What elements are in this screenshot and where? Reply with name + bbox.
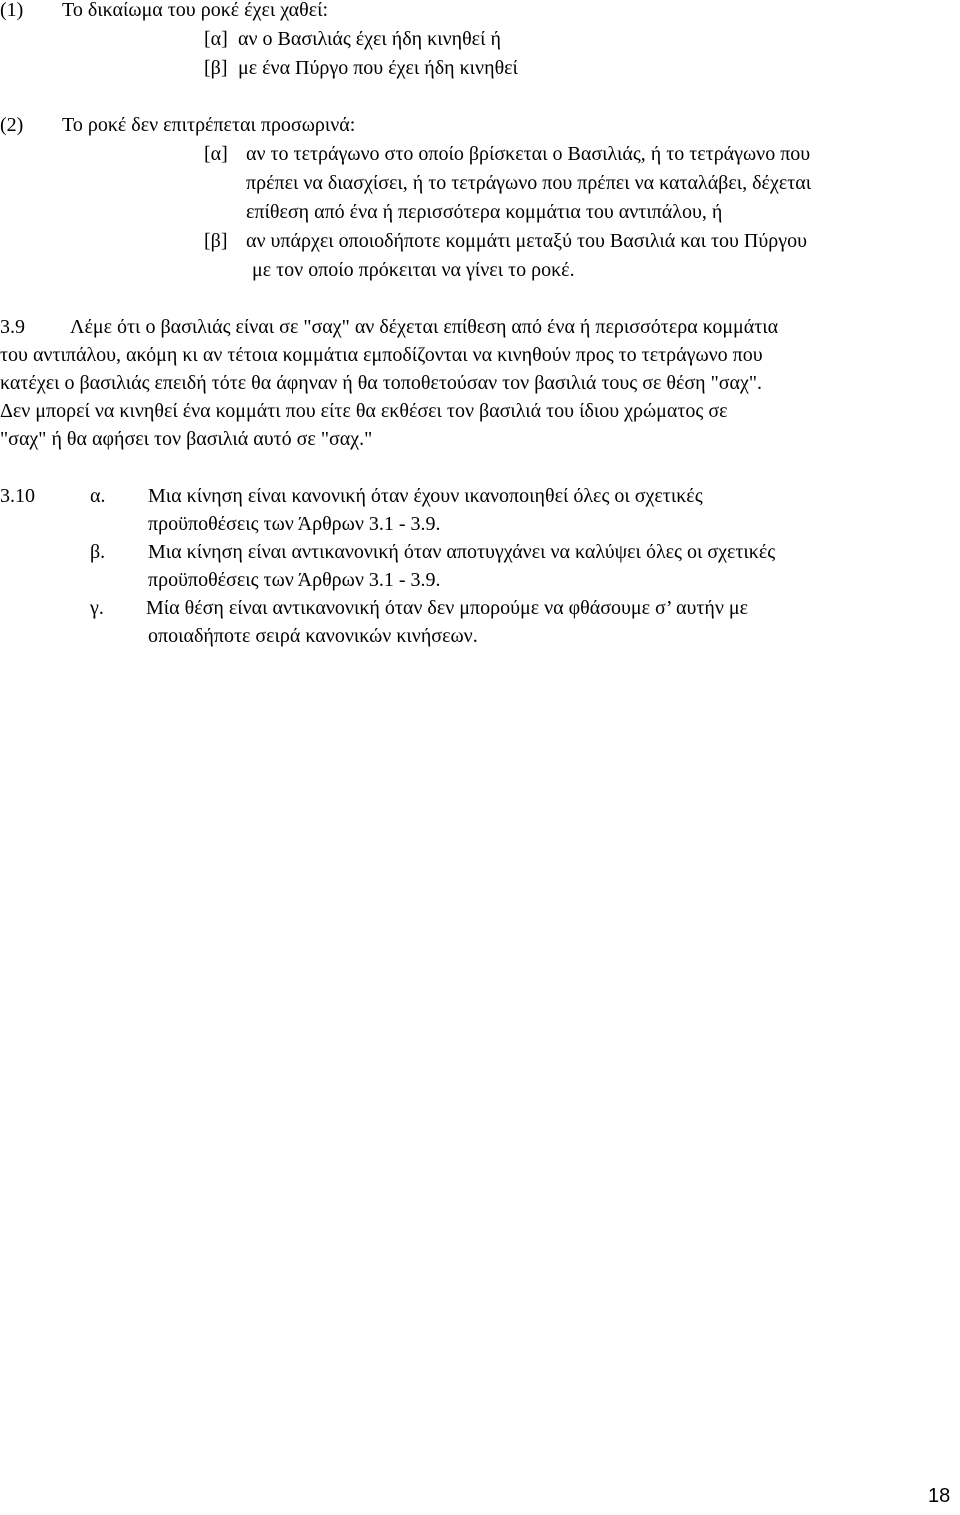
- article-3-10b-line: προϋποθέσεις των Άρθρων 3.1 - 3.9.: [148, 569, 441, 591]
- item-2b-line: με τον οποίο πρόκειται να γίνει το ροκέ.: [252, 259, 575, 281]
- article-3-10b-marker: β.: [90, 541, 106, 563]
- article-3-9-line: κατέχει ο βασιλιάς επειδή τότε θα άφηναν ή θα τοποθετούσαν τον βασιλιά τους σε θέση "σαχ".: [0, 372, 763, 394]
- item-1-text: Το δικαίωμα του ροκέ έχει χαθεί:: [62, 0, 329, 21]
- article-3-9-number: 3.9: [0, 316, 25, 338]
- article-3-10c-line: οποιαδήποτε σειρά κανονικών κινήσεων.: [148, 625, 478, 647]
- page-number: 18: [928, 1485, 951, 1507]
- article-3-10-number: 3.10: [0, 485, 35, 507]
- item-2a-line: πρέπει να διασχίσει, ή το τετράγωνο που πρέπει να καταλάβει, δέχεται: [246, 172, 812, 194]
- article-3-10a-line: Μια κίνηση είναι κανονική όταν έχουν ικανοποιηθεί όλες οι σχετικές: [148, 485, 703, 507]
- item-2-number: (2): [0, 114, 24, 136]
- item-1a-marker: [α]: [204, 28, 228, 50]
- article-3-9-line: του αντιπάλου, ακόμη κι αν τέτοια κομμάτια εμποδίζονται να κινηθούν προς το τετράγωνο που: [0, 344, 763, 366]
- article-3-10b-line: Μια κίνηση είναι αντικανονική όταν αποτυγχάνει να καλύψει όλες οι σχετικές: [148, 541, 776, 563]
- item-2a-line: επίθεση από ένα ή περισσότερα κομμάτια του αντιπάλου, ή: [246, 201, 723, 223]
- item-2a-line: αν το τετράγωνο στο οποίο βρίσκεται ο Βασιλιάς, ή το τετράγωνο που: [246, 143, 811, 165]
- item-2-text: Το ροκέ δεν επιτρέπεται προσωρινά:: [62, 114, 356, 136]
- article-3-10c-line: Μία θέση είναι αντικανονική όταν δεν μπορούμε να φθάσουμε σ’ αυτήν με: [146, 597, 749, 619]
- article-3-10c-marker: γ.: [90, 597, 104, 619]
- item-2b-line: αν υπάρχει οποιοδήποτε κομμάτι μεταξύ του Βασιλιά και του Πύργου: [246, 230, 807, 252]
- article-3-10a-line: προϋποθέσεις των Άρθρων 3.1 - 3.9.: [148, 513, 441, 535]
- item-1b-marker: [β]: [204, 57, 228, 79]
- article-3-9-line: "σαχ" ή θα αφήσει τον βασιλιά αυτό σε "σαχ.": [0, 428, 373, 450]
- item-1-number: (1): [0, 0, 24, 21]
- item-2b-marker: [β]: [204, 230, 228, 252]
- article-3-10a-marker: α.: [90, 485, 106, 507]
- article-3-9-line: Λέμε ότι ο βασιλιάς είναι σε "σαχ" αν δέχεται επίθεση από ένα ή περισσότερα κομμάτια: [70, 316, 779, 338]
- item-1b-text: με ένα Πύργο που έχει ήδη κινηθεί: [238, 57, 518, 79]
- item-2a-marker: [α]: [204, 143, 228, 165]
- item-1a-text: αν ο Βασιλιάς έχει ήδη κινηθεί ή: [238, 28, 501, 50]
- article-3-9-line: Δεν μπορεί να κινηθεί ένα κομμάτι που είτε θα εκθέσει τον βασιλιά του ίδιου χρώματος σε: [0, 400, 728, 422]
